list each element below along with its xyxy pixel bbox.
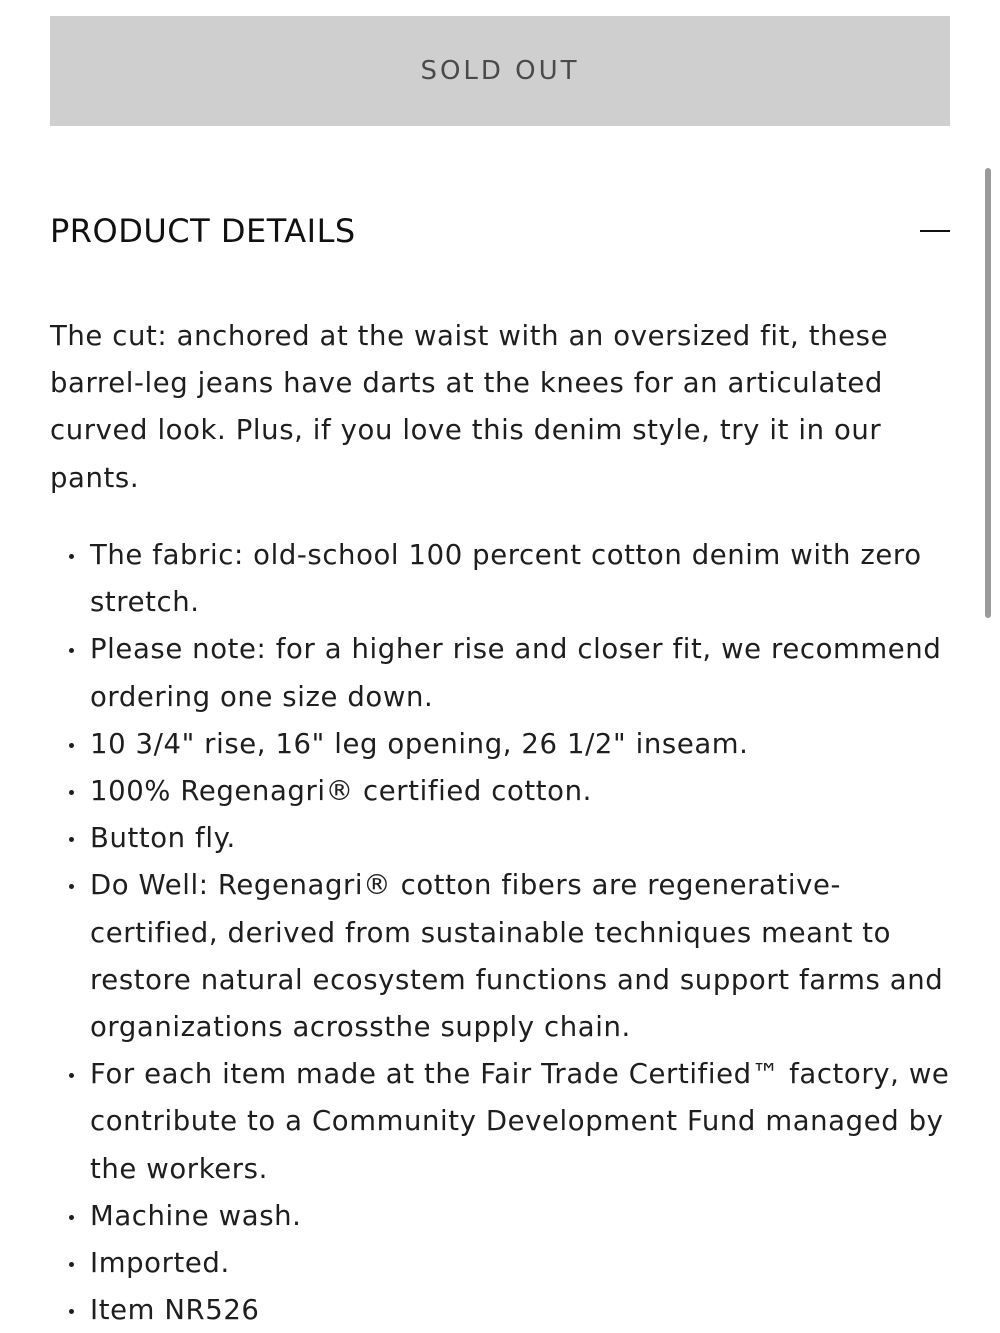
list-item	[50, 532, 950, 626]
product-description: The cut: anchored at the waist with an oversized fit, these barrel-leg jeans have darts at the knees for an articulated curved look. Plus, if you love this denim style, try it in our pants.	[50, 320, 889, 494]
bullet-icon	[69, 790, 74, 795]
list-item-text: Please note: for a higher rise and closer fit, we recommend ordering one size down.	[90, 633, 942, 713]
product-details-header[interactable]	[50, 196, 950, 266]
minus-icon[interactable]	[920, 216, 950, 246]
list-item-text: Do Well: Regenagri® cotton fibers are regenerative-certified, derived from sustainable techniques meant to restore natural ecosystem functions and support farms and organizations acrossthe supply chain.	[90, 869, 944, 1044]
list-item	[50, 1051, 950, 1193]
bullet-icon	[69, 1262, 74, 1267]
list-item-text: Button fly.	[90, 822, 236, 855]
list-item	[50, 1193, 950, 1240]
list-item	[50, 1240, 950, 1287]
bullet-icon	[69, 837, 74, 842]
scrollbar-thumb[interactable]	[985, 168, 991, 618]
list-item	[50, 815, 950, 862]
list-item	[50, 721, 950, 768]
list-item-text: Machine wash.	[90, 1199, 302, 1232]
list-item-text: Item NR526	[90, 1294, 260, 1327]
bullet-icon	[69, 554, 74, 559]
list-item-text: 10 3/4" rise, 16" leg opening, 26 1/2" inseam.	[90, 727, 749, 760]
product-details-title: PRODUCT DETAILS	[50, 212, 356, 250]
list-item	[50, 862, 950, 1051]
list-item	[50, 768, 950, 815]
bullet-icon	[69, 884, 74, 889]
list-item	[50, 626, 950, 720]
product-details-list	[50, 532, 950, 1333]
bullet-icon	[69, 648, 74, 653]
sold-out-button[interactable]: SOLD OUT	[50, 16, 950, 126]
list-item-text: The fabric: old-school 100 percent cotton denim with zero stretch.	[90, 539, 922, 619]
bullet-icon	[69, 1215, 74, 1220]
list-item-text: Imported.	[90, 1247, 230, 1280]
list-item-text: 100% Regenagri® certified cotton.	[90, 775, 592, 808]
bullet-icon	[69, 743, 74, 748]
list-item	[50, 1287, 950, 1333]
bullet-icon	[69, 1309, 74, 1314]
list-item-text: For each item made at the Fair Trade Certified™ factory, we contribute to a Community Development Fund managed by the workers.	[90, 1058, 950, 1185]
bullet-icon	[69, 1073, 74, 1078]
